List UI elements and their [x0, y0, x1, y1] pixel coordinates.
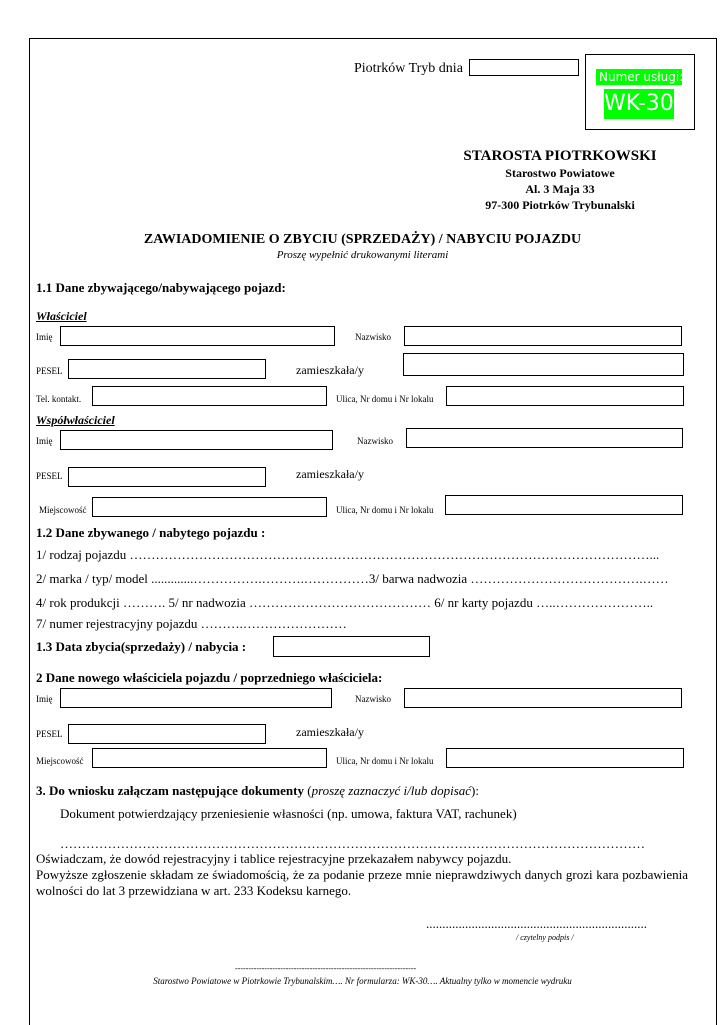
section-1-3-heading: 1.3 Data zbycia(sprzedaży) / nabycia :: [36, 639, 247, 654]
form-subtitle: Proszę wypełnić drukowanymi literami: [276, 249, 449, 261]
form-title: ZAWIADOMIENIE O ZBYCIU (SPRZEDAŻY) / NABYCIU POJAZDU: [143, 232, 582, 247]
vehicle-type-line: 1/ rodzaj pojazdu …………………………………………………………………………………………………………...: [36, 547, 660, 562]
section-3-paren-close: ):: [471, 783, 479, 798]
document-ownership-label: Dokument potwierdzający przeniesienie własności (np. umowa, faktura VAT, rachunek): [60, 806, 517, 821]
section-1-1-heading: 1.1 Dane zbywającego/nabywającego pojazd:: [36, 280, 286, 295]
owner-pesel-input[interactable]: [68, 359, 266, 379]
new-owner-residence-label: zamieszkała/y: [296, 725, 364, 739]
owner-last-name-label: Nazwisko: [355, 332, 391, 342]
coowner-first-name-input[interactable]: [60, 430, 333, 450]
new-owner-city-input[interactable]: [92, 748, 327, 768]
service-number-label: Numer usługi:: [599, 70, 684, 84]
new-owner-first-name-label: Imię: [36, 694, 53, 704]
section-3-heading-text: 3. Do wniosku załączam następujące dokumenty: [36, 783, 304, 798]
coowner-pesel-input[interactable]: [68, 467, 266, 487]
date-input[interactable]: [469, 59, 579, 76]
new-owner-street-input[interactable]: [446, 748, 684, 768]
owner-first-name-input[interactable]: [60, 326, 335, 346]
coowner-residence-label: zamieszkała/y: [296, 467, 364, 481]
owner-first-name-label: Imię: [36, 332, 53, 342]
owner-street-label: Ulica, Nr domu i Nr lokalu: [336, 394, 434, 404]
section-3-instruction: proszę zaznaczyć i/lub dopisać: [311, 783, 472, 798]
new-owner-last-name-input[interactable]: [404, 688, 682, 708]
owner-street-input[interactable]: [446, 386, 684, 406]
new-owner-last-name-label: Nazwisko: [355, 694, 391, 704]
new-owner-street-label: Ulica, Nr domu i Nr lokalu: [336, 756, 434, 766]
service-number-box: [585, 54, 695, 130]
owner-pesel-label: PESEL: [36, 366, 63, 376]
authority-title: STAROSTA PIOTRKOWSKI: [463, 148, 657, 164]
new-owner-first-name-input[interactable]: [60, 688, 332, 708]
owner-phone-label: Tel. kontakt.: [36, 394, 82, 404]
owner-residence-label: zamieszkała/y: [296, 363, 364, 377]
authority-city: 97-300 Piotrków Trybunalski: [485, 198, 635, 212]
owner-last-name-input[interactable]: [404, 326, 682, 346]
transaction-date-input[interactable]: [273, 636, 430, 657]
authority-office: Starostwo Powiatowe: [505, 166, 615, 180]
service-number: WK-30: [604, 91, 674, 116]
section-3-heading: [36, 783, 479, 799]
owner-phone-input[interactable]: [92, 386, 327, 406]
statement-transfer: Oświadczam, że dowód rejestracyjny i tablice rejestracyjne przekazałem nabywcy pojazdu.: [36, 851, 512, 866]
vehicle-year-vin-card-line: 4/ rok produkcji ………. 5/ nr nadwozia …………………………………… 6/ nr karty pojazdu …..…………………..: [36, 595, 654, 610]
coowner-city-label: Miejscowość: [39, 505, 87, 515]
document-other-line: ………………………………………………………………………………………………………………………: [60, 836, 645, 851]
coowner-city-input[interactable]: [92, 497, 327, 517]
owner-heading: Właściciel: [36, 309, 87, 323]
coowner-pesel-label: PESEL: [36, 471, 63, 481]
signature-label: / czytelny podpis /: [516, 933, 574, 942]
coowner-first-name-label: Imię: [36, 436, 53, 446]
new-owner-pesel-input[interactable]: [68, 724, 266, 744]
section-3-paren-open: (: [303, 783, 312, 798]
city-date-label: Piotrków Tryb dnia: [354, 61, 463, 76]
new-owner-city-label: Miejscowość: [36, 756, 84, 766]
owner-residence-input[interactable]: [403, 353, 684, 376]
coowner-last-name-label: Nazwisko: [357, 436, 393, 446]
coowner-street-label: Ulica, Nr domu i Nr lokalu: [336, 505, 434, 515]
new-owner-pesel-label: PESEL: [36, 729, 63, 739]
coowner-last-name-input[interactable]: [406, 428, 683, 448]
vehicle-make-color-line: 2/ marka / typ/ model .............…………….……….……………3/ barwa nadwozia ………………………………….……: [36, 571, 669, 586]
signature-line: ....................................................................: [426, 916, 647, 931]
vehicle-registration-line: 7/ numer rejestracyjny pojazdu ……….……………………: [36, 616, 347, 631]
footer-text: Starostwo Powiatowe w Piotrkowie Trybunalskim…. Nr formularza: WK-30…. Aktualny tylko w momencie wydruku: [153, 976, 572, 986]
section-1-2-heading: 1.2 Dane zbywanego / nabytego pojazdu :: [36, 525, 266, 540]
statement-liability: Powyższe zgłoszenie składam ze świadomością, że za podanie przeze mnie nieprawdziwych danych grozi kara pozbawienia wolności do lat 3 przewidziana w art. 233 Kodeksu karnego.: [36, 867, 688, 898]
section-2-heading: 2 Dane nowego właściciela pojazdu / poprzedniego właściciela:: [36, 670, 383, 685]
authority-street: Al. 3 Maja 33: [525, 182, 595, 196]
coowner-street-input[interactable]: [445, 495, 683, 515]
footer-separator: --------------------------------------------------------------------: [235, 964, 417, 973]
coowner-heading: Współwłaściciel: [36, 413, 115, 427]
